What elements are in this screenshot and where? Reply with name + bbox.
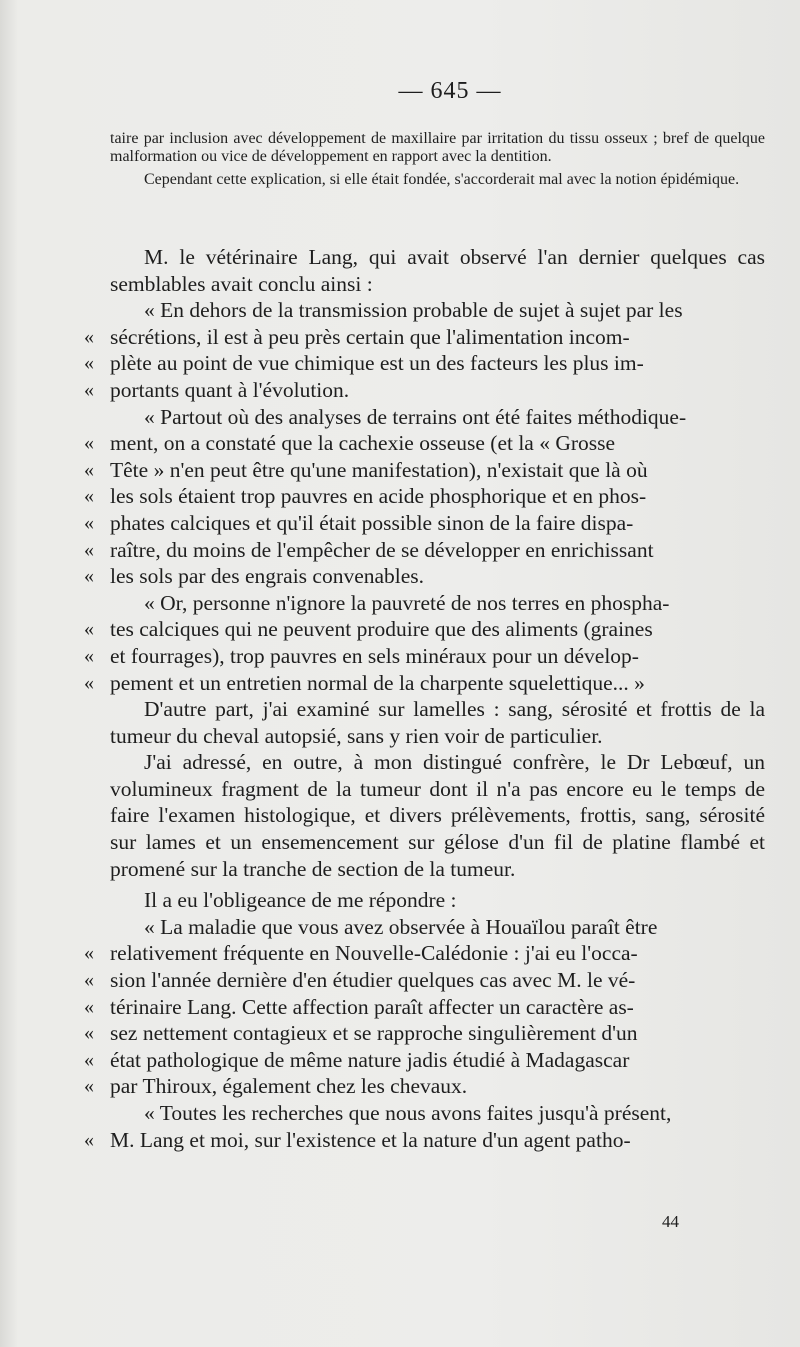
quote-houailou-disease bbox=[84, 914, 765, 1100]
quote-line: « pement et un entretien normal de la charpente squelettique... » bbox=[84, 670, 645, 695]
quote-line: « Tête » n'en peut être qu'une manifestation), n'existait que là où bbox=[84, 457, 648, 482]
quote-line: « et fourrages), trop pauvres en sels minéraux pour un dévelop- bbox=[84, 643, 639, 668]
sheet-signature: 44 bbox=[662, 1212, 679, 1231]
quote-line: « ment, on a constaté que la cachexie osseuse (et la « Grosse bbox=[84, 431, 616, 456]
quote-line: « relativement fréquente en Nouvelle-Calédonie : j'ai eu l'occa- bbox=[84, 941, 638, 966]
quote-line: « Or, personne n'ignore la pauvreté de nos terres en phospha- bbox=[144, 590, 670, 615]
paragraph-reply-intro: Il a eu l'obligeance de me répondre : bbox=[144, 888, 457, 913]
quote-line: « sion l'année dernière d'en étudier quelques cas avec M. le vé- bbox=[84, 968, 636, 993]
quote-line: « plète au point de vue chimique est un des facteurs les plus im- bbox=[84, 351, 644, 376]
quote-line: « En dehors de la transmission probable de sujet à sujet par les bbox=[144, 298, 683, 323]
paragraph-sent-fragment: J'ai adressé, en outre, à mon distingué confrère, le Dr Lebœuf, un volumineux fragment de la tumeur dont il n'a pas encore eu le temps de faire l'examen histologique, et divers prélèvements, frottis, sang, sérosité sur lames et un ensemencement sur gélose d'un fil de platine flambé et promené sur la tranche de section de la tumeur. bbox=[110, 750, 765, 881]
quote-line: « La maladie que vous avez observée à Houaïlou paraît être bbox=[144, 914, 658, 939]
quote-line: « sécrétions, il est à peu près certain que l'alimentation incom- bbox=[84, 324, 630, 349]
quote-line: « état pathologique de même nature jadis étudié à Madagascar bbox=[84, 1047, 630, 1072]
quote-line: « térinaire Lang. Cette affection paraît affecter un caractère as- bbox=[84, 994, 634, 1019]
quote-soil-analyses bbox=[84, 404, 765, 590]
quote-line: « sez nettement contagieux et se rapproche singulièrement d'un bbox=[84, 1021, 638, 1046]
quote-line: « les sols étaient trop pauvres en acide phosphorique et en phos- bbox=[84, 484, 647, 509]
paragraph-epidemic-notion: Cependant cette explication, si elle était fondée, s'accorderait mal avec la notion épidémique. bbox=[144, 171, 740, 188]
quote-transmission bbox=[84, 297, 765, 403]
quote-line: « les sols par des engrais convenables. bbox=[84, 564, 425, 589]
paragraph-lang-intro: M. le vétérinaire Lang, qui avait observé l'an dernier quelques cas semblables avait conclu ainsi : bbox=[110, 245, 765, 296]
paragraph-malformation: taire par inclusion avec développement de maxillaire par irritation du tissu osseux ; bref de quelque malformation ou vice de développement en rapport avec la dentition. bbox=[110, 130, 765, 165]
paragraph-examined-slides: D'autre part, j'ai examiné sur lamelles : sang, sérosité et frottis de la tumeur du cheval autopsié, sans y rien voir de particulier. bbox=[110, 697, 765, 748]
quote-line: « Toutes les recherches que nous avons faites jusqu'à présent, bbox=[144, 1101, 672, 1125]
quote-line: « M. Lang et moi, sur l'existence et la nature d'un agent patho- bbox=[84, 1127, 631, 1152]
quote-line: « Partout où des analyses de terrains ont été faites méthodique- bbox=[144, 404, 687, 429]
quote-research bbox=[84, 1100, 765, 1153]
quote-line: « raître, du moins de l'empêcher de se développer en enrichissant bbox=[84, 537, 654, 562]
small-print-block bbox=[110, 130, 765, 189]
quote-poverty-phosphates bbox=[84, 590, 765, 696]
main-text-block bbox=[84, 244, 765, 1153]
quote-line: « par Thiroux, également chez les chevaux. bbox=[84, 1074, 468, 1099]
quote-line: « portants quant à l'évolution. bbox=[84, 377, 350, 402]
quote-line: « phates calciques et qu'il était possible sinon de la faire dispa- bbox=[84, 510, 634, 535]
page-number: — 645 — bbox=[398, 78, 502, 104]
quote-line: « tes calciques qui ne peuvent produire que des aliments (graines bbox=[84, 617, 653, 642]
